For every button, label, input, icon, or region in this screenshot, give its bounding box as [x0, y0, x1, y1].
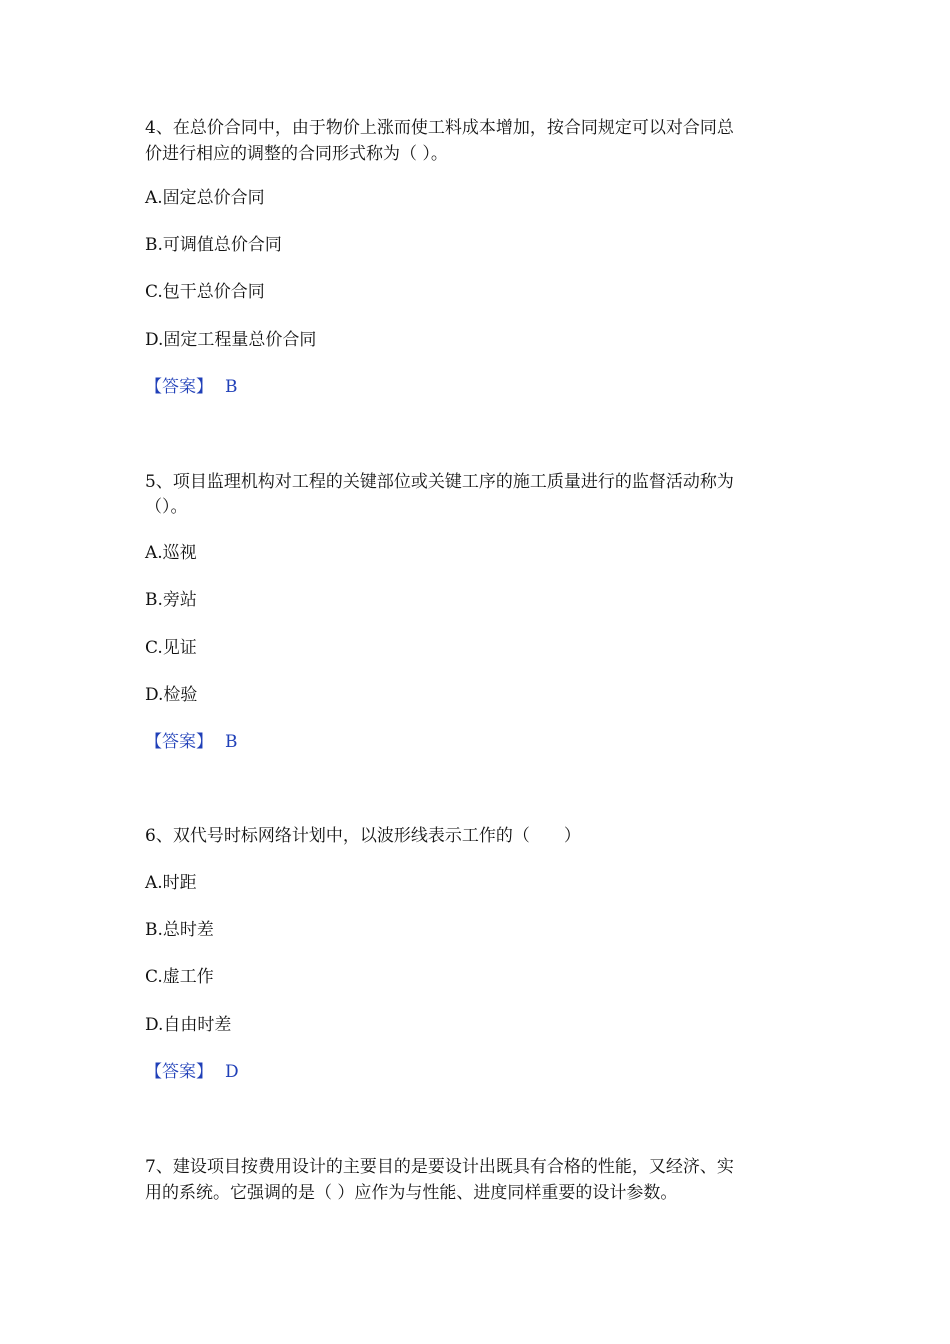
- question-5-option-c: C.见证: [145, 638, 197, 658]
- question-6-stem-line-1: 6、双代号时标网络计划中，以波形线表示工作的（ ）: [145, 826, 581, 846]
- question-5-stem-line-1: 5、项目监理机构对工程的关键部位或关键工序的施工质量进行的监督活动称为: [145, 472, 734, 492]
- question-6-answer: [145, 1061, 239, 1083]
- answer-letter: B: [225, 377, 238, 397]
- question-5-option-b: B.旁站: [145, 590, 197, 610]
- question-7-stem-line-2: 用的系统。它强调的是（ ）应作为与性能、进度同样重要的设计参数。: [145, 1183, 678, 1203]
- answer-label: 【答案】: [145, 1062, 213, 1082]
- question-4-option-c: C.包干总价合同: [145, 282, 265, 302]
- question-7-stem-line-1: 7、建设项目按费用设计的主要目的是要设计出既具有合格的性能，又经济、实: [145, 1157, 734, 1177]
- question-4-option-d: D.固定工程量总价合同: [145, 330, 317, 350]
- question-4-option-a: A.固定总价合同: [145, 188, 265, 208]
- question-6-option-b: B.总时差: [145, 920, 214, 940]
- question-5-option-a: A.巡视: [145, 543, 197, 563]
- answer-letter: D: [225, 1062, 239, 1082]
- answer-label: 【答案】: [145, 377, 213, 397]
- answer-label: 【答案】: [145, 732, 213, 752]
- question-4-option-b: B.可调值总价合同: [145, 235, 282, 255]
- question-4-stem-line-2: 价进行相应的调整的合同形式称为（ ）。: [145, 144, 448, 164]
- question-5-option-d: D.检验: [145, 685, 198, 705]
- question-4-answer: [145, 376, 238, 398]
- question-4-stem-line-1: 4、在总价合同中，由于物价上涨而使工料成本增加，按合同规定可以对合同总: [145, 118, 734, 138]
- answer-letter: B: [225, 732, 238, 752]
- question-6-option-d: D.自由时差: [145, 1015, 232, 1035]
- question-5-answer: [145, 731, 238, 753]
- question-5-stem-line-2: （）。: [145, 497, 188, 517]
- question-6-option-c: C.虚工作: [145, 967, 214, 987]
- question-6-option-a: A.时距: [145, 873, 197, 893]
